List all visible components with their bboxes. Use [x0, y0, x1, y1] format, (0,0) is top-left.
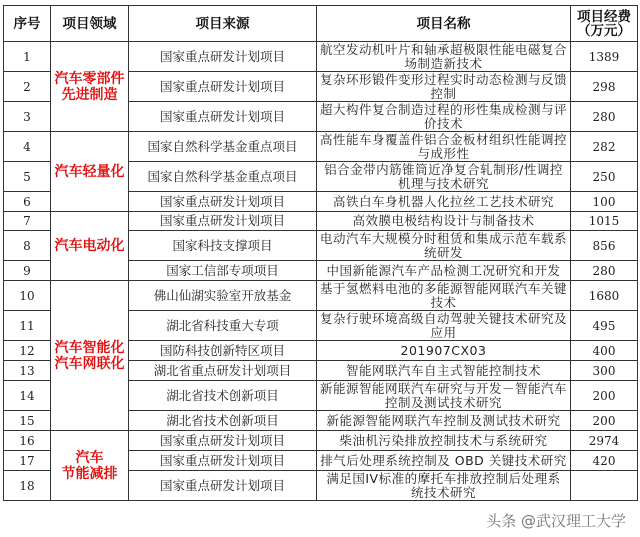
fund-cell: 200 — [571, 411, 638, 431]
fund-cell: 282 — [571, 132, 638, 162]
source-cell: 国家重点研发计划项目 — [129, 192, 317, 212]
fund-cell: 100 — [571, 192, 638, 212]
header-source: 项目来源 — [129, 6, 317, 42]
row-number: 3 — [4, 102, 51, 132]
project-name-cell: 智能网联汽车自主式智能控制技术 — [317, 361, 571, 381]
project-name-cell: 高性能车身覆盖件铝合金板材组织性能调控与成形性 — [317, 132, 571, 162]
header-no: 序号 — [4, 6, 51, 42]
domain-cell: 汽车电动化 — [51, 212, 129, 281]
project-name-cell: 复杂行驶环境高级自动驾驶关键技术研究及应用 — [317, 311, 571, 341]
table-row — [4, 281, 638, 311]
source-cell: 国家重点研发计划项目 — [129, 451, 317, 471]
header-domain: 项目领域 — [51, 6, 129, 42]
project-name-cell: 排气后处理系统控制及 OBD 关键技术研究 — [317, 451, 571, 471]
fund-cell: 856 — [571, 231, 638, 261]
table-row — [4, 212, 638, 231]
row-number: 18 — [4, 471, 51, 501]
domain-cell: 汽车轻量化 — [51, 132, 129, 212]
row-number: 2 — [4, 72, 51, 102]
watermark: 头条 @武汉理工大学 — [486, 512, 626, 530]
table-row — [4, 431, 638, 451]
project-name-cell: 电动汽车大规模分时租赁和集成示范车载系统研发 — [317, 231, 571, 261]
row-number: 8 — [4, 231, 51, 261]
row-number: 9 — [4, 261, 51, 281]
fund-cell: 300 — [571, 361, 638, 381]
fund-cell: 280 — [571, 102, 638, 132]
row-number: 1 — [4, 42, 51, 72]
header-fund: 项目经费 （万元） — [571, 6, 638, 42]
project-name-cell: 基于氢燃料电池的多能源智能网联汽车关键技术 — [317, 281, 571, 311]
header-row — [4, 6, 638, 42]
fund-cell: 1389 — [571, 42, 638, 72]
domain-cell: 汽车零部件 先进制造 — [51, 42, 129, 132]
row-number: 10 — [4, 281, 51, 311]
source-cell: 国防科技创新特区项目 — [129, 341, 317, 361]
source-cell: 国家自然科学基金重点项目 — [129, 132, 317, 162]
fund-cell: 495 — [571, 311, 638, 341]
source-cell: 国家科技支撑项目 — [129, 231, 317, 261]
row-number: 11 — [4, 311, 51, 341]
project-name-cell: 高铁白车身机器人化拉丝工艺技术研究 — [317, 192, 571, 212]
fund-cell: 400 — [571, 341, 638, 361]
source-cell: 国家重点研发计划项目 — [129, 212, 317, 231]
row-number: 7 — [4, 212, 51, 231]
fund-cell: 1015 — [571, 212, 638, 231]
row-number: 15 — [4, 411, 51, 431]
projects-table — [3, 5, 638, 501]
project-name-cell: 201907CX03 — [317, 341, 571, 361]
project-name-cell: 超大构件复合制造过程的形性集成检测与评价技术 — [317, 102, 571, 132]
project-name-cell: 满足国IV标准的摩托车排放控制后处理系统技术研究 — [317, 471, 571, 501]
fund-cell — [571, 471, 638, 501]
header-name: 项目名称 — [317, 6, 571, 42]
source-cell: 湖北省技术创新项目 — [129, 411, 317, 431]
source-cell: 国家自然科学基金重点项目 — [129, 162, 317, 192]
row-number: 12 — [4, 341, 51, 361]
row-number: 16 — [4, 431, 51, 451]
row-number: 13 — [4, 361, 51, 381]
project-name-cell: 高效膜电极结构设计与制备技术 — [317, 212, 571, 231]
source-cell: 湖北省重点研发计划项目 — [129, 361, 317, 381]
project-name-cell: 新能源智能网联汽车控制及测试技术研究 — [317, 411, 571, 431]
row-number: 17 — [4, 451, 51, 471]
project-name-cell: 中国新能源汽车产品检测工况研究和开发 — [317, 261, 571, 281]
source-cell: 国家重点研发计划项目 — [129, 102, 317, 132]
table-row — [4, 42, 638, 72]
project-name-cell: 航空发动机叶片和轴承超极限性能电磁复合场制造新技术 — [317, 42, 571, 72]
fund-cell: 298 — [571, 72, 638, 102]
domain-cell: 汽车智能化 汽车网联化 — [51, 281, 129, 431]
fund-cell: 420 — [571, 451, 638, 471]
fund-cell: 250 — [571, 162, 638, 192]
fund-cell: 280 — [571, 261, 638, 281]
source-cell: 湖北省技术创新项目 — [129, 381, 317, 411]
source-cell: 国家重点研发计划项目 — [129, 431, 317, 451]
project-name-cell: 新能源智能网联汽车研究与开发－智能汽车控制及测试技术研究 — [317, 381, 571, 411]
row-number: 5 — [4, 162, 51, 192]
table-row — [4, 132, 638, 162]
source-cell: 国家重点研发计划项目 — [129, 72, 317, 102]
fund-cell: 2974 — [571, 431, 638, 451]
project-name-cell: 铝合金带内筋锥筒近净复合轧制形/性调控机理与技术研究 — [317, 162, 571, 192]
fund-cell: 200 — [571, 381, 638, 411]
row-number: 4 — [4, 132, 51, 162]
source-cell: 佛山仙湖实验室开放基金 — [129, 281, 317, 311]
row-number: 6 — [4, 192, 51, 212]
source-cell: 湖北省科技重大专项 — [129, 311, 317, 341]
domain-cell: 汽车 节能减排 — [51, 431, 129, 501]
source-cell: 国家工信部专项项目 — [129, 261, 317, 281]
fund-cell: 1680 — [571, 281, 638, 311]
row-number: 14 — [4, 381, 51, 411]
source-cell: 国家重点研发计划项目 — [129, 471, 317, 501]
project-name-cell: 复杂环形锻件变形过程实时动态检测与反馈控制 — [317, 72, 571, 102]
project-name-cell: 柴油机污染排放控制技术与系统研究 — [317, 431, 571, 451]
source-cell: 国家重点研发计划项目 — [129, 42, 317, 72]
